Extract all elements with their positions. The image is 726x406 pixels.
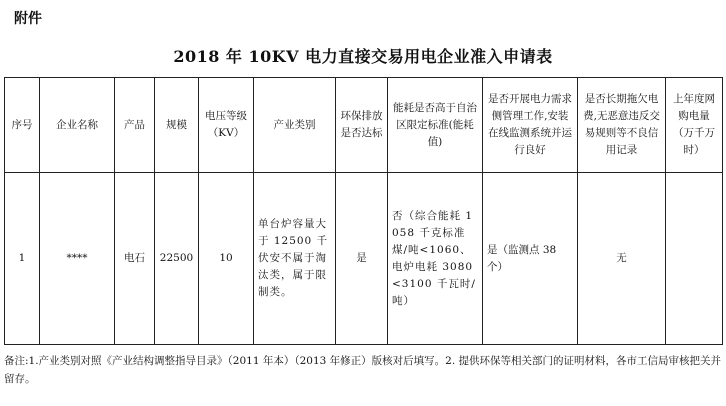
header-index: 序号	[5, 78, 40, 173]
cell-product: 电石	[115, 173, 155, 345]
attachment-label: 附件	[14, 11, 42, 27]
table-row	[5, 173, 723, 345]
cell-credit-record: 无	[578, 173, 666, 345]
form-title: 2018 年 10KV 电力直接交易用电企业准入申请表	[173, 47, 553, 66]
cell-index: 1	[5, 173, 40, 345]
header-last-year-purchase: 上年度网购电量（万千万时）	[666, 78, 723, 173]
header-emission-compliance: 环保排放是否达标	[336, 78, 388, 173]
cell-company-name: ****	[40, 173, 115, 345]
application-form-table	[4, 77, 723, 345]
header-scale: 规模	[155, 78, 199, 173]
cell-industry-category: 单台炉容量大于 12500 千伏安不属于淘汰类，属于限制类。	[254, 173, 336, 345]
cell-emission-compliance: 是	[336, 173, 388, 345]
cell-voltage-level: 10	[199, 173, 254, 345]
header-voltage-level: 电压等级（KV）	[199, 78, 254, 173]
cell-energy-consumption: 否（综合能耗 1058 千克标准煤/吨<1060、电炉电耗 3080<3100 千瓦时/吨）	[388, 173, 483, 345]
cell-scale: 22500	[155, 173, 199, 345]
table-header-row	[5, 78, 723, 173]
cell-demand-side-management: 是（监测点 38 个）	[483, 173, 578, 345]
header-credit-record: 是否长期拖欠电费,无恶意违反交易规则等不良信用记录	[578, 78, 666, 173]
header-energy-consumption: 能耗是否高于自治区限定标准(能耗值)	[388, 78, 483, 173]
cell-last-year-purchase	[666, 173, 723, 345]
header-product: 产品	[115, 78, 155, 173]
header-industry-category: 产业类别	[254, 78, 336, 173]
header-demand-side-management: 是否开展电力需求侧管理工作,安装在线监测系统并运行良好	[483, 78, 578, 173]
header-company-name: 企业名称	[40, 78, 115, 173]
footnote: 备注:1.产业类别对照《产业结构调整指导目录》（2011 年本）（2013 年修正）版核对后填写。2. 提供环保等相关部门的证明材料，各市工信局审核把关并留存。	[4, 355, 722, 385]
